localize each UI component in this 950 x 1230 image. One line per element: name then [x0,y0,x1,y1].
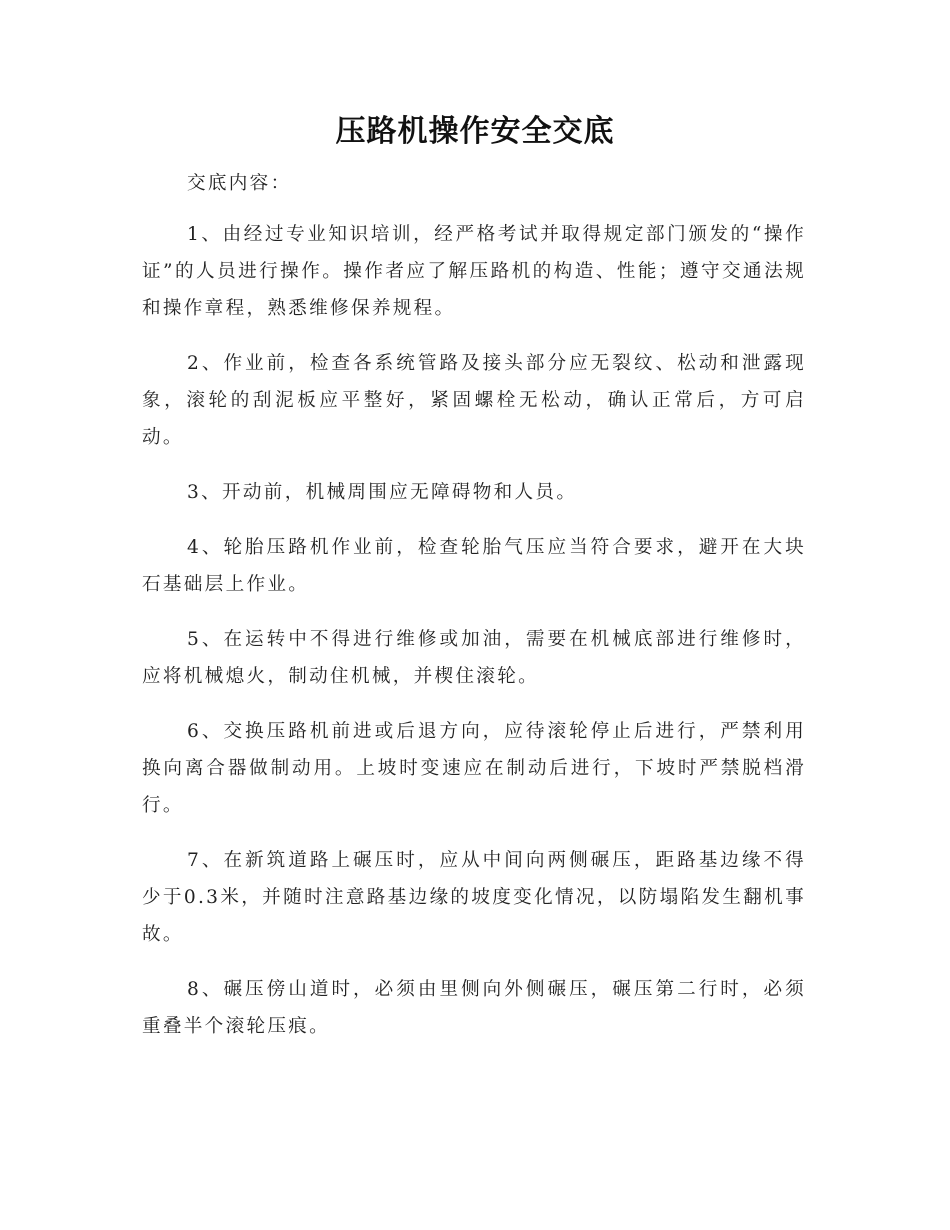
paragraph-3: 3、开动前，机械周围应无障碍物和人员。 [187,482,578,503]
document-body [142,165,806,1063]
paragraph-5: 5、在运转中不得进行维修或加油，需要在机械底部进行维修时，应将机械熄火，制动住机械，并楔住滚轮。 [142,629,806,687]
intro-label: 交底内容： [187,173,292,194]
paragraph-2: 2、作业前，检查各系统管路及接头部分应无裂纹、松动和泄露现象，滚轮的刮泥板应平整好，紧固螺栓无松动，确认正常后，方可启动。 [142,353,806,448]
paragraph-6: 6、交换压路机前进或后退方向，应待滚轮停止后进行，严禁利用换向离合器做制动用。上坡时变速应在制动后进行，下坡时严禁脱档滑行。 [142,721,806,816]
paragraph-7: 7、在新筑道路上碾压时，应从中间向两侧碾压，距路基边缘不得少于0.3米，并随时注意路基边缘的坡度变化情况，以防塌陷发生翻机事故。 [142,850,806,945]
paragraph-8: 8、碾压傍山道时，必须由里侧向外侧碾压，碾压第二行时，必须重叠半个滚轮压痕。 [142,979,806,1037]
paragraph-4: 4、轮胎压路机作业前，检查轮胎气压应当符合要求，避开在大块石基础层上作业。 [142,537,806,595]
document-title: 压路机操作安全交底 [335,114,615,149]
paragraph-1: 1、由经过专业知识培训，经严格考试并取得规定部门颁发的“操作证”的人员进行操作。操作者应了解压路机的构造、性能；遵守交通法规和操作章程，熟悉维修保养规程。 [142,224,806,319]
